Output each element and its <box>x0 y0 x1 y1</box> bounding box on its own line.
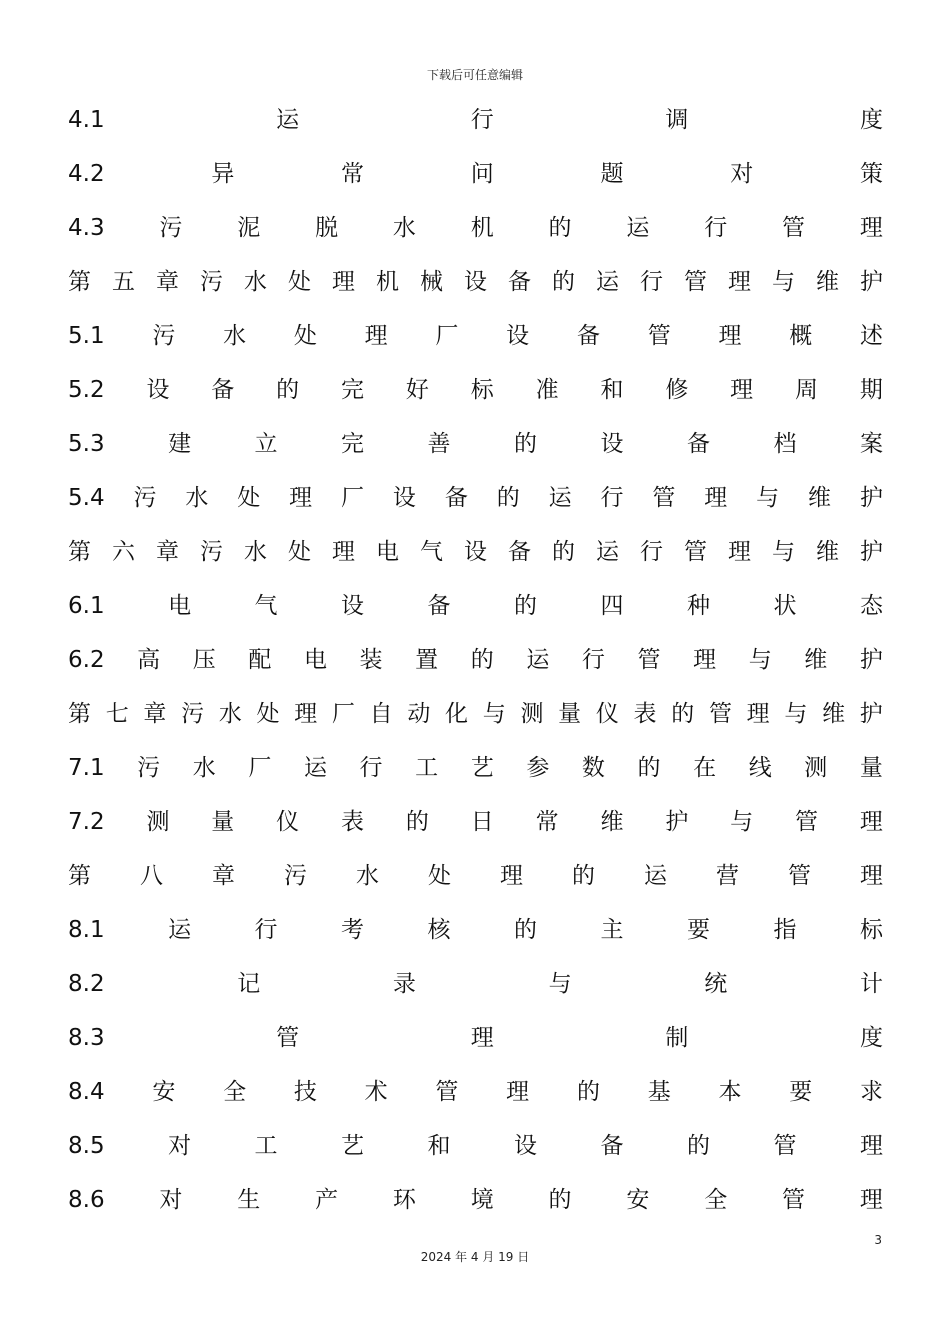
toc-entry-number: 7.1 <box>68 755 105 781</box>
toc-entry-number: 5.4 <box>68 485 105 511</box>
toc-entry <box>68 1065 883 1119</box>
toc-entry-char: 章 <box>212 863 235 889</box>
toc-entry-char: 水 <box>185 485 209 511</box>
toc-entry-char: 章 <box>156 269 179 295</box>
page-number: 3 <box>874 1233 882 1247</box>
toc-entry-char: 述 <box>860 323 883 349</box>
toc-entry-char: 术 <box>364 1079 388 1105</box>
toc-entry-char: 参 <box>526 755 550 781</box>
toc-entry-char: 水 <box>356 863 379 889</box>
toc-entry-char: 要 <box>686 917 710 943</box>
toc-entry-number: 第 <box>68 539 91 565</box>
toc-entry-char: 械 <box>420 269 443 295</box>
toc-entry-char: 护 <box>859 701 883 727</box>
toc-entry-char: 维 <box>600 809 624 835</box>
toc-entry-char: 行 <box>704 215 728 241</box>
toc-entry-char: 处 <box>288 539 311 565</box>
toc-entry-char: 准 <box>535 377 559 403</box>
toc-entry-char: 设 <box>600 431 624 457</box>
toc-entry <box>68 633 883 687</box>
toc-entry-char: 仪 <box>276 809 300 835</box>
toc-entry-number: 8.1 <box>68 917 105 943</box>
toc-entry-char: 与 <box>772 269 795 295</box>
toc-entry-char: 备 <box>576 323 600 349</box>
toc-entry-char: 题 <box>600 161 624 187</box>
toc-entry <box>68 849 883 903</box>
toc-entry-char: 动 <box>407 701 431 727</box>
toc-entry-char: 完 <box>341 431 365 457</box>
toc-entry-char: 污 <box>152 323 176 349</box>
toc-entry-char: 好 <box>405 377 429 403</box>
toc-entry-char: 处 <box>293 323 317 349</box>
toc-entry-char: 备 <box>444 485 468 511</box>
toc-entry-number: 4.3 <box>68 215 105 241</box>
toc-entry-char: 机 <box>470 215 494 241</box>
toc-entry-char: 水 <box>223 323 247 349</box>
toc-entry-char: 管 <box>637 647 661 673</box>
toc-entry-char: 管 <box>773 1133 797 1159</box>
toc-entry-char: 理 <box>332 539 355 565</box>
toc-entry-char: 的 <box>572 863 595 889</box>
toc-entry-char: 技 <box>293 1079 317 1105</box>
toc-entry-char: 日 <box>470 809 494 835</box>
toc-entry-char: 装 <box>359 647 383 673</box>
toc-entry-number: 4.2 <box>68 161 105 187</box>
toc-entry-number: 第 <box>68 863 91 889</box>
toc-entry-char: 置 <box>415 647 439 673</box>
toc-entry-char: 气 <box>420 539 443 565</box>
toc-entry-char: 行 <box>640 539 663 565</box>
toc-entry-char: 求 <box>860 1079 883 1105</box>
toc-entry <box>68 255 883 309</box>
toc-entry-char: 压 <box>192 647 216 673</box>
toc-entry-char: 对 <box>159 1187 183 1213</box>
toc-entry-char: 的 <box>552 269 575 295</box>
toc-entry-number: 5.1 <box>68 323 105 349</box>
toc-entry-char: 运 <box>644 863 667 889</box>
toc-entry-char: 污 <box>137 755 161 781</box>
toc-entry-char: 护 <box>860 269 883 295</box>
toc-entry-char: 维 <box>816 269 839 295</box>
toc-entry-char: 核 <box>427 917 451 943</box>
toc-entry-char: 管 <box>684 539 707 565</box>
toc-entry <box>68 1173 883 1227</box>
page-header: 下载后可任意编辑 <box>426 68 523 82</box>
toc-entry-char: 护 <box>859 485 883 511</box>
toc-entry-char: 处 <box>256 701 280 727</box>
toc-entry-char: 生 <box>237 1187 261 1213</box>
toc-entry-char: 调 <box>665 107 689 133</box>
toc-entry-char: 运 <box>526 647 550 673</box>
toc-entry-char: 脱 <box>315 215 339 241</box>
toc-entry <box>68 1119 883 1173</box>
toc-entry-char: 运 <box>303 755 327 781</box>
toc-entry-char: 表 <box>341 809 365 835</box>
toc-entry-char: 的 <box>514 593 537 619</box>
toc-entry-char: 与 <box>748 647 772 673</box>
toc-entry-char: 度 <box>859 1025 883 1051</box>
toc-entry-char: 行 <box>470 107 494 133</box>
toc-entry-char: 理 <box>506 1079 530 1105</box>
toc-entry-char: 备 <box>508 539 531 565</box>
toc-entry <box>68 363 883 417</box>
toc-entry-char: 运 <box>548 485 572 511</box>
toc-entry-char: 气 <box>254 593 278 619</box>
toc-entry-char: 维 <box>808 485 832 511</box>
toc-entry-char: 运 <box>596 539 619 565</box>
toc-entry-char: 自 <box>369 701 393 727</box>
toc-entry-char: 污 <box>133 485 157 511</box>
toc-entry-char: 录 <box>392 971 416 997</box>
toc-entry-char: 理 <box>332 269 355 295</box>
toc-entry-char: 备 <box>211 377 235 403</box>
toc-entry-char: 设 <box>514 1133 537 1159</box>
toc-entry-char: 和 <box>427 1133 451 1159</box>
toc-entry-char: 常 <box>341 161 365 187</box>
toc-entry-char: 的 <box>496 485 520 511</box>
toc-entry-number: 6.1 <box>68 593 105 619</box>
toc-entry-char: 立 <box>254 431 278 457</box>
toc-entry-char: 七 <box>105 701 129 727</box>
toc-entry <box>68 93 883 147</box>
toc-entry-char: 污 <box>200 269 223 295</box>
toc-entry-number: 第 <box>68 701 91 727</box>
toc-entry-char: 全 <box>704 1187 728 1213</box>
toc-entry-char: 化 <box>445 701 469 727</box>
table-of-contents <box>68 93 883 1227</box>
toc-entry-char: 测 <box>520 701 544 727</box>
toc-entry-char: 的 <box>548 215 572 241</box>
toc-entry-char: 维 <box>804 647 828 673</box>
toc-entry-char: 标 <box>859 917 883 943</box>
toc-entry-char: 泥 <box>237 215 261 241</box>
toc-entry-char: 表 <box>633 701 657 727</box>
toc-entry-char: 工 <box>254 1133 278 1159</box>
toc-entry-number: 4.1 <box>68 107 105 133</box>
toc-entry-char: 管 <box>684 269 707 295</box>
toc-entry-char: 与 <box>756 485 780 511</box>
toc-entry-char: 管 <box>708 701 732 727</box>
toc-entry-char: 污 <box>200 539 223 565</box>
toc-entry-number: 7.2 <box>68 809 105 835</box>
toc-entry-char: 设 <box>464 269 487 295</box>
toc-entry-char: 运 <box>168 917 192 943</box>
toc-entry-char: 策 <box>859 161 883 187</box>
toc-entry-char: 理 <box>693 647 717 673</box>
toc-entry-char: 理 <box>859 1133 883 1159</box>
toc-entry-char: 与 <box>730 809 754 835</box>
toc-entry-char: 厂 <box>331 701 355 727</box>
toc-entry-char: 行 <box>359 755 383 781</box>
toc-entry-char: 量 <box>211 809 235 835</box>
toc-entry <box>68 525 883 579</box>
toc-entry-char: 污 <box>181 701 205 727</box>
toc-entry-char: 的 <box>671 701 695 727</box>
toc-entry-char: 备 <box>427 593 451 619</box>
toc-entry-char: 四 <box>600 593 624 619</box>
toc-entry <box>68 741 883 795</box>
toc-entry-char: 周 <box>795 377 819 403</box>
toc-entry-char: 理 <box>364 323 388 349</box>
toc-entry-char: 态 <box>859 593 883 619</box>
toc-entry-char: 电 <box>376 539 399 565</box>
toc-entry-char: 水 <box>244 539 267 565</box>
toc-entry-char: 概 <box>789 323 813 349</box>
toc-entry-char: 理 <box>860 863 883 889</box>
toc-entry-char: 管 <box>795 809 819 835</box>
toc-entry-char: 理 <box>859 1187 883 1213</box>
toc-entry-char: 运 <box>626 215 650 241</box>
toc-entry-char: 记 <box>237 971 261 997</box>
toc-entry-char: 安 <box>152 1079 176 1105</box>
toc-entry-char: 运 <box>276 107 300 133</box>
toc-entry <box>68 579 883 633</box>
toc-entry-char: 境 <box>470 1187 494 1213</box>
toc-entry-char: 理 <box>470 1025 494 1051</box>
toc-entry-char: 章 <box>156 539 179 565</box>
toc-entry-char: 运 <box>596 269 619 295</box>
page-footer-date: 2024 年 4 月 19 日 <box>420 1250 530 1264</box>
toc-entry-char: 产 <box>315 1187 339 1213</box>
toc-entry-char: 主 <box>600 917 624 943</box>
toc-entry-char: 设 <box>464 539 487 565</box>
toc-entry-char: 章 <box>143 701 167 727</box>
toc-entry-char: 管 <box>435 1079 459 1105</box>
toc-entry-char: 管 <box>276 1025 300 1051</box>
toc-entry-char: 工 <box>415 755 439 781</box>
toc-entry-number: 5.2 <box>68 377 105 403</box>
toc-entry-char: 护 <box>665 809 689 835</box>
toc-entry-char: 建 <box>168 431 192 457</box>
toc-entry-char: 维 <box>816 539 839 565</box>
toc-entry-char: 对 <box>168 1133 192 1159</box>
toc-entry-char: 修 <box>665 377 689 403</box>
toc-entry-char: 理 <box>859 215 883 241</box>
toc-entry-char: 五 <box>112 269 135 295</box>
toc-entry-char: 六 <box>112 539 135 565</box>
toc-entry <box>68 147 883 201</box>
toc-entry <box>68 471 883 525</box>
toc-entry-char: 异 <box>211 161 235 187</box>
toc-entry <box>68 309 883 363</box>
toc-entry-char: 环 <box>392 1187 416 1213</box>
toc-entry-char: 电 <box>303 647 327 673</box>
toc-entry-char: 与 <box>772 539 795 565</box>
toc-entry-char: 理 <box>704 485 728 511</box>
toc-entry-char: 备 <box>600 1133 624 1159</box>
toc-entry-char: 管 <box>647 323 671 349</box>
toc-entry-char: 处 <box>288 269 311 295</box>
toc-entry <box>68 201 883 255</box>
toc-entry-char: 设 <box>341 593 365 619</box>
toc-entry-char: 理 <box>289 485 313 511</box>
toc-entry-number: 8.5 <box>68 1133 105 1159</box>
toc-entry <box>68 957 883 1011</box>
toc-entry-char: 水 <box>244 269 267 295</box>
toc-entry-char: 的 <box>548 1187 572 1213</box>
toc-entry <box>68 1011 883 1065</box>
toc-entry-char: 度 <box>859 107 883 133</box>
toc-entry-char: 的 <box>470 647 494 673</box>
toc-entry-char: 行 <box>581 647 605 673</box>
toc-entry-char: 处 <box>237 485 261 511</box>
toc-entry-char: 理 <box>728 269 751 295</box>
toc-entry-char: 的 <box>576 1079 600 1105</box>
toc-entry-number: 8.6 <box>68 1187 105 1213</box>
toc-entry-char: 护 <box>860 539 883 565</box>
toc-entry-char: 量 <box>859 755 883 781</box>
toc-entry-char: 八 <box>140 863 163 889</box>
toc-entry-char: 数 <box>581 755 605 781</box>
toc-entry-char: 测 <box>804 755 828 781</box>
toc-entry-char: 理 <box>294 701 318 727</box>
toc-entry-char: 配 <box>248 647 272 673</box>
toc-entry-char: 行 <box>254 917 278 943</box>
toc-entry <box>68 795 883 849</box>
toc-entry-char: 全 <box>223 1079 247 1105</box>
toc-entry-char: 制 <box>665 1025 689 1051</box>
toc-entry-char: 水 <box>192 755 216 781</box>
toc-entry-char: 本 <box>718 1079 742 1105</box>
toc-entry-char: 护 <box>859 647 883 673</box>
toc-entry <box>68 417 883 471</box>
toc-entry-char: 设 <box>146 377 170 403</box>
toc-entry-char: 标 <box>470 377 494 403</box>
toc-entry-char: 处 <box>428 863 451 889</box>
toc-entry-char: 的 <box>686 1133 710 1159</box>
toc-entry-char: 艺 <box>470 755 494 781</box>
toc-entry-char: 线 <box>748 755 772 781</box>
toc-entry-char: 水 <box>218 701 242 727</box>
toc-entry-char: 基 <box>647 1079 671 1105</box>
toc-entry-char: 备 <box>686 431 710 457</box>
toc-entry-char: 状 <box>773 593 797 619</box>
toc-entry-char: 高 <box>137 647 161 673</box>
toc-entry-char: 在 <box>693 755 717 781</box>
toc-entry-char: 的 <box>637 755 661 781</box>
toc-entry-char: 厂 <box>435 323 459 349</box>
toc-entry-char: 善 <box>427 431 451 457</box>
toc-entry-char: 和 <box>600 377 624 403</box>
toc-entry-char: 期 <box>859 377 883 403</box>
toc-entry-char: 要 <box>789 1079 813 1105</box>
toc-entry-char: 计 <box>859 971 883 997</box>
toc-entry-char: 统 <box>704 971 728 997</box>
toc-entry-char: 电 <box>168 593 192 619</box>
toc-entry-char: 维 <box>822 701 846 727</box>
toc-entry-char: 理 <box>746 701 770 727</box>
toc-entry-char: 安 <box>626 1187 650 1213</box>
toc-entry-char: 考 <box>341 917 365 943</box>
toc-entry-char: 对 <box>730 161 754 187</box>
toc-entry-char: 的 <box>514 917 537 943</box>
toc-entry-char: 档 <box>773 431 797 457</box>
toc-entry-number: 8.3 <box>68 1025 105 1051</box>
toc-entry-char: 指 <box>773 917 797 943</box>
toc-entry <box>68 903 883 957</box>
toc-entry-char: 行 <box>640 269 663 295</box>
toc-entry-char: 与 <box>784 701 808 727</box>
toc-entry-char: 管 <box>782 1187 806 1213</box>
toc-entry-char: 测 <box>146 809 170 835</box>
toc-entry-char: 与 <box>482 701 506 727</box>
toc-entry-char: 问 <box>470 161 494 187</box>
toc-entry-char: 种 <box>686 593 710 619</box>
toc-entry-char: 理 <box>728 539 751 565</box>
toc-entry-char: 的 <box>514 431 537 457</box>
toc-entry-char: 备 <box>508 269 531 295</box>
toc-entry-char: 污 <box>284 863 307 889</box>
toc-entry-char: 理 <box>500 863 523 889</box>
toc-entry-char: 量 <box>558 701 582 727</box>
toc-entry-char: 厂 <box>341 485 365 511</box>
toc-entry-char: 理 <box>859 809 883 835</box>
toc-entry-number: 5.3 <box>68 431 105 457</box>
toc-entry-char: 管 <box>652 485 676 511</box>
toc-entry-char: 营 <box>716 863 739 889</box>
toc-entry-char: 机 <box>376 269 399 295</box>
toc-entry-char: 污 <box>159 215 183 241</box>
toc-entry-char: 常 <box>535 809 559 835</box>
toc-entry-char: 理 <box>730 377 754 403</box>
toc-entry-char: 的 <box>405 809 429 835</box>
toc-entry-char: 的 <box>552 539 575 565</box>
toc-entry-char: 案 <box>859 431 883 457</box>
toc-entry-char: 行 <box>600 485 624 511</box>
toc-entry-char: 管 <box>788 863 811 889</box>
toc-entry-number: 8.4 <box>68 1079 105 1105</box>
toc-entry-char: 管 <box>782 215 806 241</box>
toc-entry-char: 水 <box>392 215 416 241</box>
toc-entry-char: 的 <box>276 377 300 403</box>
toc-entry-char: 与 <box>548 971 572 997</box>
toc-entry-char: 理 <box>718 323 742 349</box>
toc-entry-char: 仪 <box>595 701 619 727</box>
toc-entry-char: 厂 <box>248 755 272 781</box>
toc-entry-number: 8.2 <box>68 971 105 997</box>
toc-entry-number: 第 <box>68 269 91 295</box>
toc-entry-char: 艺 <box>341 1133 365 1159</box>
toc-entry-char: 设 <box>392 485 416 511</box>
toc-entry <box>68 687 883 741</box>
toc-entry-char: 完 <box>341 377 365 403</box>
toc-entry-number: 6.2 <box>68 647 105 673</box>
toc-entry-char: 设 <box>506 323 530 349</box>
